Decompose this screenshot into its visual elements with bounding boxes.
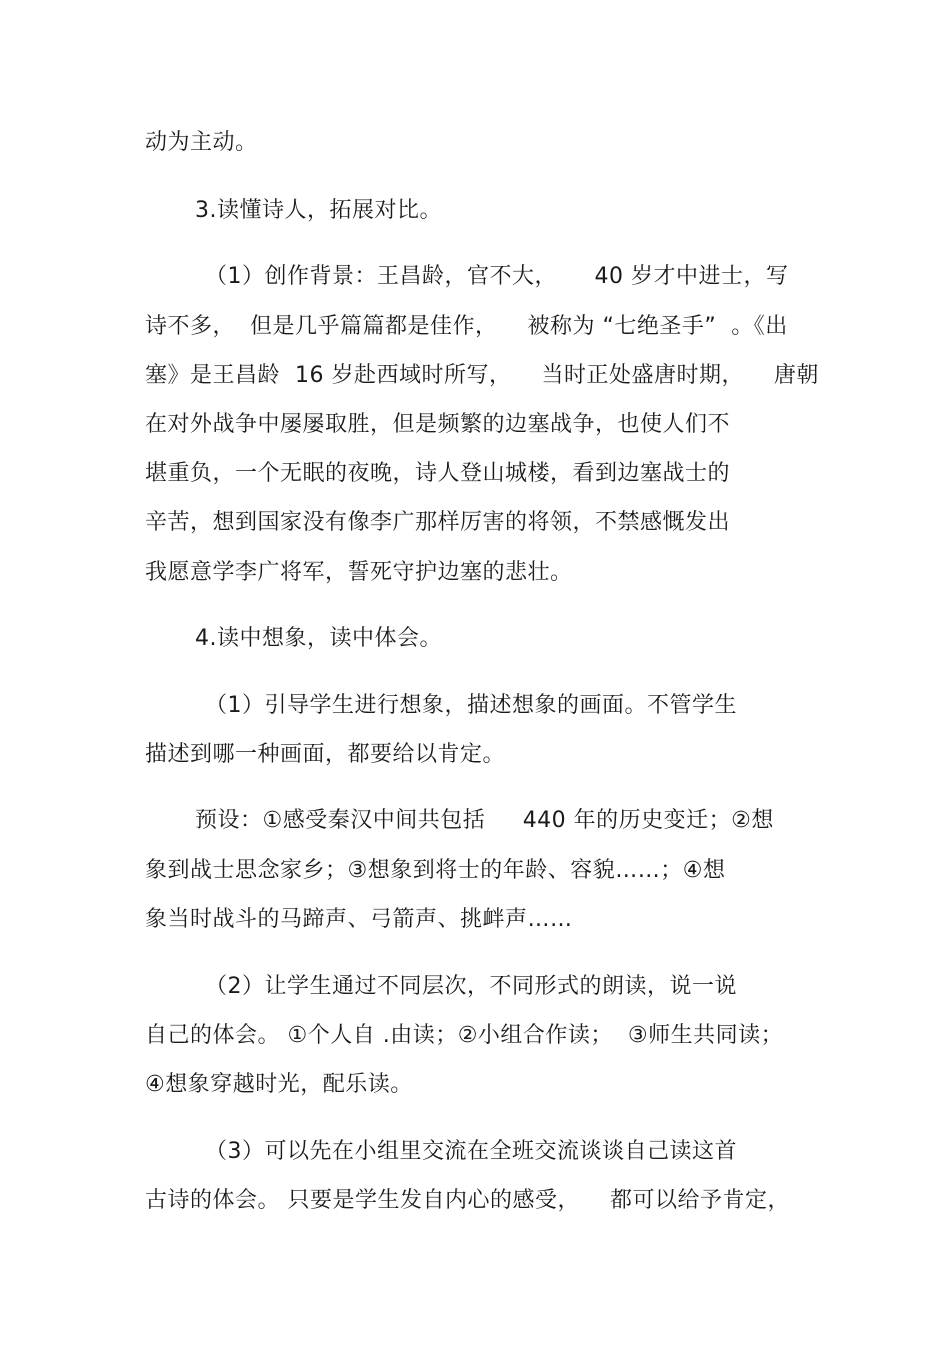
paragraph-line: 古诗的体会。 只要是学生发自内心的感受， 都可以给予肯定，: [145, 1188, 790, 1213]
paragraph-line: 象到战士思念家乡；③想象到将士的年龄、容貌……；④想: [145, 858, 726, 883]
paragraph-line: 堪重负，一个无眠的夜晚，诗人登山城楼，看到边塞战士的: [145, 461, 731, 486]
paragraph-line: （3）可以先在小组里交流在全班交流谈谈自己读这首: [205, 1139, 737, 1164]
paragraph-line: 描述到哪一种画面，都要给以肯定。: [145, 742, 506, 767]
paragraph-line: 象当时战斗的马蹄声、弓箭声、挑衅声……: [145, 907, 573, 932]
paragraph-line: 自己的体会。 ①个人自 .由读；②小组合作读； ③师生共同读；: [145, 1023, 784, 1048]
section-heading: 3.读懂诗人，拓展对比。: [195, 198, 442, 223]
paragraph-line: 塞》是王昌龄 16 岁赴西域时所写， 当时正处盛唐时期， 唐朝: [145, 363, 819, 388]
paragraph-line: 预设：①感受秦汉中间共包括 440 年的历史变迁；②想: [195, 808, 774, 833]
paragraph-line: （2）让学生通过不同层次，不同形式的朗读，说一说: [205, 974, 737, 999]
paragraph-line: （1）引导学生进行想象，描述想象的画面。不管学生: [205, 693, 737, 718]
paragraph-line: 我愿意学李广将军，誓死守护边塞的悲壮。: [145, 560, 573, 585]
paragraph-line: 动为主动。: [145, 130, 258, 155]
paragraph-line: ④想象穿越时光，配乐读。: [145, 1072, 413, 1097]
paragraph-line: 辛苦，想到国家没有像李广那样厉害的将领，不禁感慨发出: [145, 510, 731, 535]
paragraph-line: 在对外战争中屡屡取胜，但是频繁的边塞战争，也使人们不: [145, 412, 731, 437]
section-heading: 4.读中想象，读中体会。: [195, 626, 442, 651]
paragraph-line: 诗不多， 但是几乎篇篇都是佳作， 被称为 “七绝圣手” 。《出: [145, 314, 788, 339]
paragraph-line: （1）创作背景：王昌龄，官不大， 40 岁才中进士，写: [205, 264, 789, 289]
